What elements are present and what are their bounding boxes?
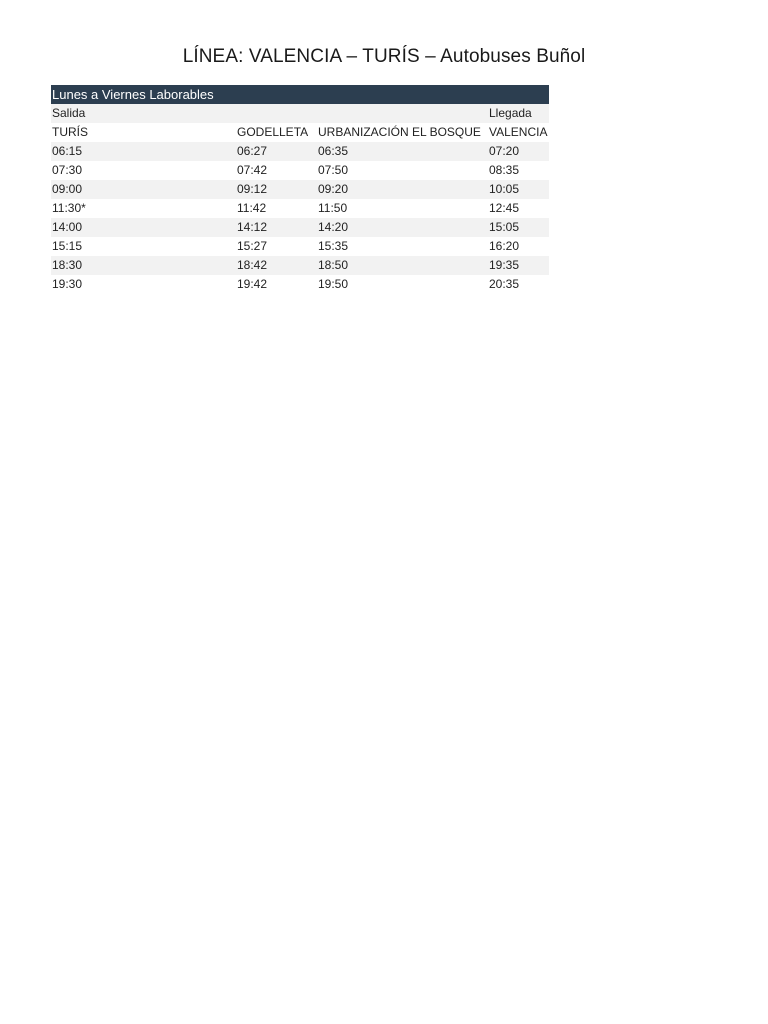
arrival-label: Llegada	[488, 104, 549, 123]
time-cell-valencia: 20:35	[488, 275, 549, 294]
time-cell-urbanizacion: 11:50	[317, 199, 488, 218]
time-cell-godelleta: 11:42	[236, 199, 317, 218]
timetable-row	[51, 199, 549, 218]
page-title: LÍNEA: VALENCIA – TURÍS – Autobuses Buñol	[182, 46, 586, 67]
time-cell-valencia: 16:20	[488, 237, 549, 256]
timetable-row	[51, 237, 549, 256]
time-cell-urbanizacion: 09:20	[317, 180, 488, 199]
timetable	[51, 85, 549, 294]
time-cell-urbanizacion: 15:35	[317, 237, 488, 256]
time-cell-godelleta: 19:42	[236, 275, 317, 294]
stop-header-urbanizacion: URBANIZACIÓN EL BOSQUE	[317, 123, 488, 142]
stops-header-row	[51, 123, 549, 142]
empty-cell	[317, 104, 488, 123]
time-cell-urbanizacion: 06:35	[317, 142, 488, 161]
timetable-row	[51, 256, 549, 275]
time-cell-godelleta: 06:27	[236, 142, 317, 161]
empty-cell	[236, 104, 317, 123]
timetable-row	[51, 180, 549, 199]
time-cell-turis: 09:00	[51, 180, 236, 199]
time-cell-turis: 18:30	[51, 256, 236, 275]
time-cell-valencia: 07:20	[488, 142, 549, 161]
stop-header-turis: TURÍS	[51, 123, 236, 142]
time-cell-turis: 19:30	[51, 275, 236, 294]
time-cell-urbanizacion: 18:50	[317, 256, 488, 275]
stop-header-godelleta: GODELLETA	[236, 123, 317, 142]
departure-label: Salida	[51, 104, 236, 123]
time-cell-turis: 15:15	[51, 237, 236, 256]
time-cell-urbanizacion: 07:50	[317, 161, 488, 180]
time-cell-godelleta: 07:42	[236, 161, 317, 180]
time-cell-valencia: 10:05	[488, 180, 549, 199]
time-cell-valencia: 12:45	[488, 199, 549, 218]
section-header-row	[51, 85, 549, 104]
stop-header-valencia: VALENCIA	[488, 123, 549, 142]
time-cell-turis: 14:00	[51, 218, 236, 237]
time-cell-godelleta: 18:42	[236, 256, 317, 275]
timetable-row	[51, 275, 549, 294]
time-cell-valencia: 19:35	[488, 256, 549, 275]
time-cell-urbanizacion: 19:50	[317, 275, 488, 294]
timetable-row	[51, 218, 549, 237]
time-cell-godelleta: 14:12	[236, 218, 317, 237]
direction-labels-row	[51, 104, 549, 123]
time-cell-turis: 07:30	[51, 161, 236, 180]
time-cell-valencia: 15:05	[488, 218, 549, 237]
timetable-row	[51, 161, 549, 180]
time-cell-godelleta: 09:12	[236, 180, 317, 199]
time-cell-urbanizacion: 14:20	[317, 218, 488, 237]
time-cell-turis: 11:30*	[51, 199, 236, 218]
time-cell-valencia: 08:35	[488, 161, 549, 180]
time-cell-turis: 06:15	[51, 142, 236, 161]
time-cell-godelleta: 15:27	[236, 237, 317, 256]
section-title: Lunes a Viernes Laborables	[51, 85, 549, 104]
timetable-row	[51, 142, 549, 161]
